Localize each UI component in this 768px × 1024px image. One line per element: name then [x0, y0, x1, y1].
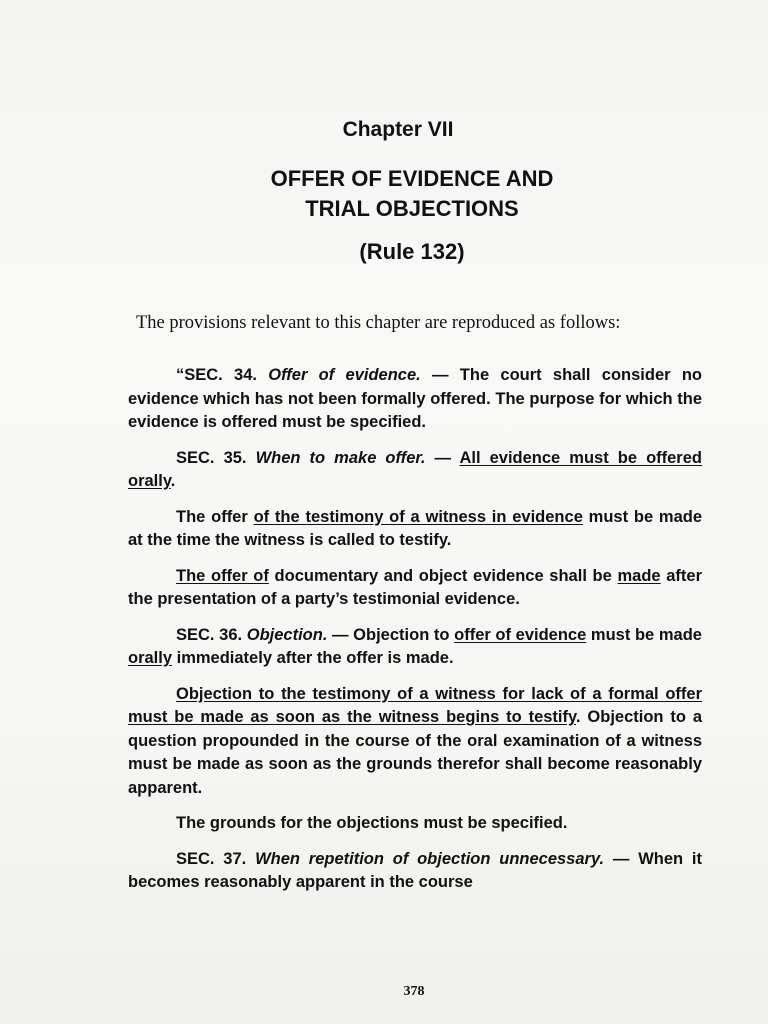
- sec-35-heading: When to make offer.: [255, 448, 426, 467]
- sec-35-number: SEC. 35.: [176, 448, 247, 467]
- chapter-heading-line-1: OFFER OF EVIDENCE AND: [270, 166, 554, 191]
- testimony-offer-underlined: of the testimony of a witness in evidence: [253, 507, 583, 526]
- page-number: 378: [403, 984, 425, 999]
- sec-36-heading: Objection.: [246, 625, 328, 644]
- provisions-block: [128, 364, 702, 904]
- grounds-paragraph: The grounds for the objections must be specified.: [176, 814, 568, 832]
- sec-34-number: “SEC. 34.: [176, 366, 257, 384]
- sec-37-number: SEC. 37.: [176, 849, 247, 868]
- testimony-offer-paragraph: [128, 506, 702, 553]
- testimony-objection-underlined: Objection to the testimony of a witness for lack of a formal offer must be made as soon as the witness begins to testify: [128, 684, 702, 726]
- sec-36-paragraph: [128, 624, 702, 671]
- intro-paragraph: The provisions relevant to this chapter are reproduced as follows:: [136, 312, 621, 333]
- testimony-offer-pre: The offer: [176, 507, 254, 526]
- sec-37-heading: When repetition of objection unnecessary.: [255, 849, 605, 868]
- chapter-title: Chapter VII: [342, 118, 454, 141]
- documentary-offer-underlined-1: The offer of: [176, 566, 269, 585]
- sec-35-underlined-text: All evidence must be offered orally: [128, 448, 702, 490]
- documentary-offer-post: after the presentation of a party’s testimonial evidence.: [128, 566, 702, 608]
- sec-36-pre: — Objection to: [327, 625, 455, 644]
- documentary-offer-underlined-2: made: [617, 566, 661, 585]
- sec-37-text: — When it becomes reasonably apparent in the course: [128, 849, 703, 891]
- documentary-offer-paragraph: [128, 565, 702, 612]
- sec-36-number: SEC. 36.: [176, 625, 243, 644]
- sec-37-paragraph: [128, 848, 702, 895]
- chapter-heading-line-2: TRIAL OBJECTIONS: [305, 196, 519, 221]
- sec-35-dash: —: [425, 448, 460, 467]
- rule-reference: (Rule 132): [359, 239, 465, 264]
- sec-36-underlined-2: orally: [128, 649, 173, 667]
- documentary-offer-mid: documentary and object evidence shall be: [268, 566, 618, 585]
- sec-36-mid: must be made: [586, 625, 702, 644]
- sec-35-end: .: [170, 472, 176, 490]
- sec-36-post: immediately after the offer is made.: [172, 649, 454, 667]
- sec-34-paragraph: [128, 364, 702, 435]
- sec-36-underlined-1: offer of evidence: [454, 625, 587, 644]
- sec-35-paragraph: [128, 447, 702, 494]
- sec-34-text: — The court shall consider no evidence which has not been formally offered. The purpose for which the evidence is offered must be specified.: [128, 366, 702, 431]
- testimony-objection-post: . Objection to a question propounded in the course of the oral examination of a witness must be made as soon as the grounds therefor shall become reasonably apparent.: [128, 708, 702, 797]
- testimony-objection-paragraph: [128, 683, 702, 801]
- sec-34-heading: Offer of evidence.: [268, 366, 421, 384]
- testimony-offer-post: must be made at the time the witness is called to testify.: [128, 507, 703, 549]
